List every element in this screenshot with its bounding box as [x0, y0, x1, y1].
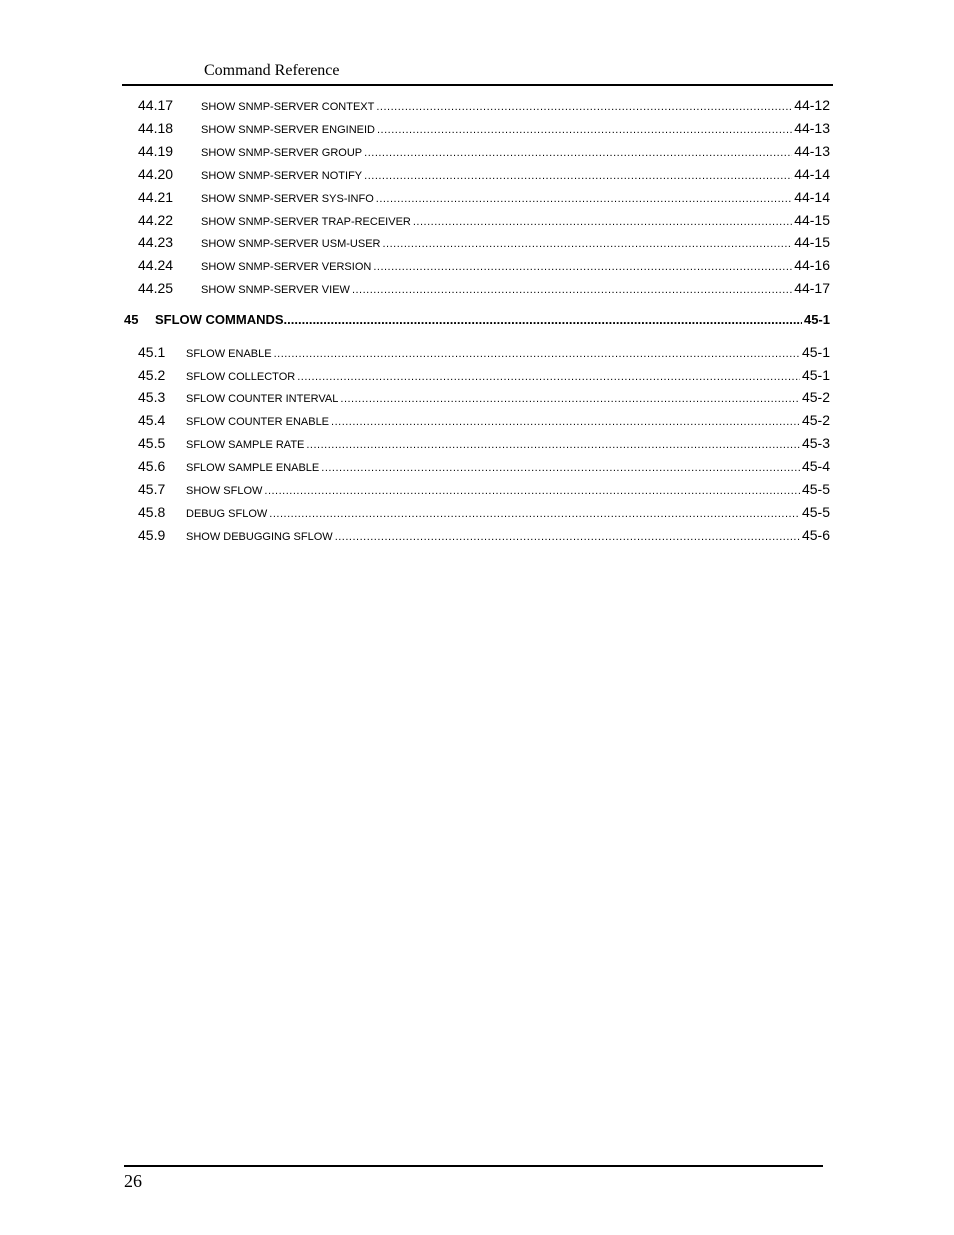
toc-leader-dots [335, 531, 800, 543]
toc-entry[interactable] [138, 435, 830, 453]
toc-entry-title: SHOW SNMP-SERVER SYS-INFO [201, 193, 374, 205]
toc-entry-number: 45.1 [138, 344, 166, 360]
toc-entry-title: SHOW SNMP-SERVER CONTEXT [201, 101, 375, 113]
toc-entry-page: 45-6 [801, 527, 830, 543]
toc-entry-number: 44.25 [138, 280, 174, 296]
toc-entry-title: SFLOW COUNTER ENABLE [186, 416, 330, 428]
toc-entry-number: 45.3 [138, 389, 166, 405]
toc-entry-page: 44-13 [794, 120, 830, 136]
toc-entry[interactable] [138, 527, 830, 545]
toc-entry-page: 45-2 [801, 412, 830, 428]
toc-entry[interactable] [138, 344, 830, 362]
toc-chapter-number: 45 [124, 312, 139, 327]
toc-entry[interactable] [138, 143, 830, 161]
toc-entry-title: SHOW SFLOW [186, 485, 263, 497]
toc-leader-dots [306, 439, 800, 451]
toc-chapter-page: 45-1 [803, 312, 830, 327]
toc-entry[interactable] [138, 212, 830, 230]
header-rule [122, 84, 833, 86]
toc-entry-page: 45-5 [801, 481, 830, 497]
toc-entry-page: 45-4 [801, 458, 830, 474]
toc-leader-dots [373, 261, 792, 273]
toc-entry-number: 44.18 [138, 120, 174, 136]
toc-leader-dots [352, 284, 792, 296]
toc-entry[interactable] [138, 412, 830, 430]
footer-rule [124, 1165, 823, 1167]
toc-chapter-entry[interactable] [124, 312, 830, 330]
toc-entry-number: 45.4 [138, 412, 166, 428]
toc-entry[interactable] [138, 166, 830, 184]
toc-entry-title: SHOW DEBUGGING SFLOW [186, 531, 333, 543]
toc-entry-number: 45.2 [138, 367, 166, 383]
toc-entry-number: 44.20 [138, 166, 174, 182]
toc-entry-number: 45.8 [138, 504, 166, 520]
toc-entry-number: 44.24 [138, 257, 174, 273]
toc-entry-title: SHOW SNMP-SERVER USM-USER [201, 238, 381, 250]
toc-entry[interactable] [138, 280, 830, 298]
toc-entry-page: 44-15 [794, 212, 830, 228]
toc-entry-title: SHOW SNMP-SERVER VERSION [201, 261, 372, 273]
toc-entry-number: 44.21 [138, 189, 174, 205]
toc-leader-dots [382, 238, 792, 250]
toc-entry-title: SHOW SNMP-SERVER NOTIFY [201, 170, 363, 182]
toc-entry-title: SHOW SNMP-SERVER ENGINEID [201, 124, 375, 136]
toc-entry-title: SFLOW ENABLE [186, 348, 272, 360]
toc-entry-page: 44-14 [794, 166, 830, 182]
toc-leader-dots [284, 312, 802, 327]
toc-leader-dots [376, 193, 792, 205]
toc-entry-page: 44-16 [794, 257, 830, 273]
toc-entry-number: 44.22 [138, 212, 174, 228]
toc-entry-title: SHOW SNMP-SERVER VIEW [201, 284, 350, 296]
toc-leader-dots [264, 485, 800, 497]
toc-entry[interactable] [138, 367, 830, 385]
toc-entry-page: 45-3 [801, 435, 830, 451]
toc-entry-page: 44-14 [794, 189, 830, 205]
toc-leader-dots [274, 348, 800, 360]
toc-entry-title: SFLOW COUNTER INTERVAL [186, 393, 339, 405]
toc-entry-number: 44.17 [138, 97, 174, 113]
toc-entry[interactable] [138, 504, 830, 522]
toc-entry-number: 45.9 [138, 527, 166, 543]
toc-entry-number: 44.23 [138, 234, 174, 250]
toc-leader-dots [377, 124, 792, 136]
toc-entry-title: SHOW SNMP-SERVER GROUP [201, 147, 363, 159]
toc-entry[interactable] [138, 257, 830, 275]
toc-entry-number: 44.19 [138, 143, 174, 159]
toc-leader-dots [297, 371, 800, 383]
toc-leader-dots [413, 216, 792, 228]
toc-entry-page: 45-5 [801, 504, 830, 520]
toc-leader-dots [364, 170, 792, 182]
toc-entry-page: 44-17 [794, 280, 830, 296]
toc-entry-number: 45.7 [138, 481, 166, 497]
toc-entry-title: DEBUG SFLOW [186, 508, 268, 520]
toc-entry-title: SHOW SNMP-SERVER TRAP-RECEIVER [201, 216, 411, 228]
toc-entry[interactable] [138, 97, 830, 115]
toc-entry-number: 45.5 [138, 435, 166, 451]
toc-chapter-title: SFLOW COMMANDS [155, 312, 284, 327]
toc-entry-page: 45-1 [801, 344, 830, 360]
toc-entry-title: SFLOW COLLECTOR [186, 371, 296, 383]
toc-leader-dots [331, 416, 800, 428]
toc-entry-page: 44-12 [794, 97, 830, 113]
toc-entry[interactable] [138, 389, 830, 407]
running-header-title: Command Reference [204, 62, 340, 79]
toc-entry-title: SFLOW SAMPLE RATE [186, 439, 305, 451]
toc-entry-page: 44-13 [794, 143, 830, 159]
toc-leader-dots [364, 147, 792, 159]
toc-entry-page: 45-2 [801, 389, 830, 405]
toc-entry-page: 45-1 [801, 367, 830, 383]
toc-leader-dots [269, 508, 800, 520]
toc-entry-number: 45.6 [138, 458, 166, 474]
toc-leader-dots [321, 462, 800, 474]
toc-entry[interactable] [138, 481, 830, 499]
toc-leader-dots [340, 393, 800, 405]
toc-entry[interactable] [138, 120, 830, 138]
toc-entry-title: SFLOW SAMPLE ENABLE [186, 462, 320, 474]
toc-entry[interactable] [138, 458, 830, 476]
page-number: 26 [124, 1171, 142, 1191]
toc-entry[interactable] [138, 234, 830, 252]
toc-entry-page: 44-15 [794, 234, 830, 250]
toc-entry[interactable] [138, 189, 830, 207]
toc-leader-dots [376, 101, 792, 113]
